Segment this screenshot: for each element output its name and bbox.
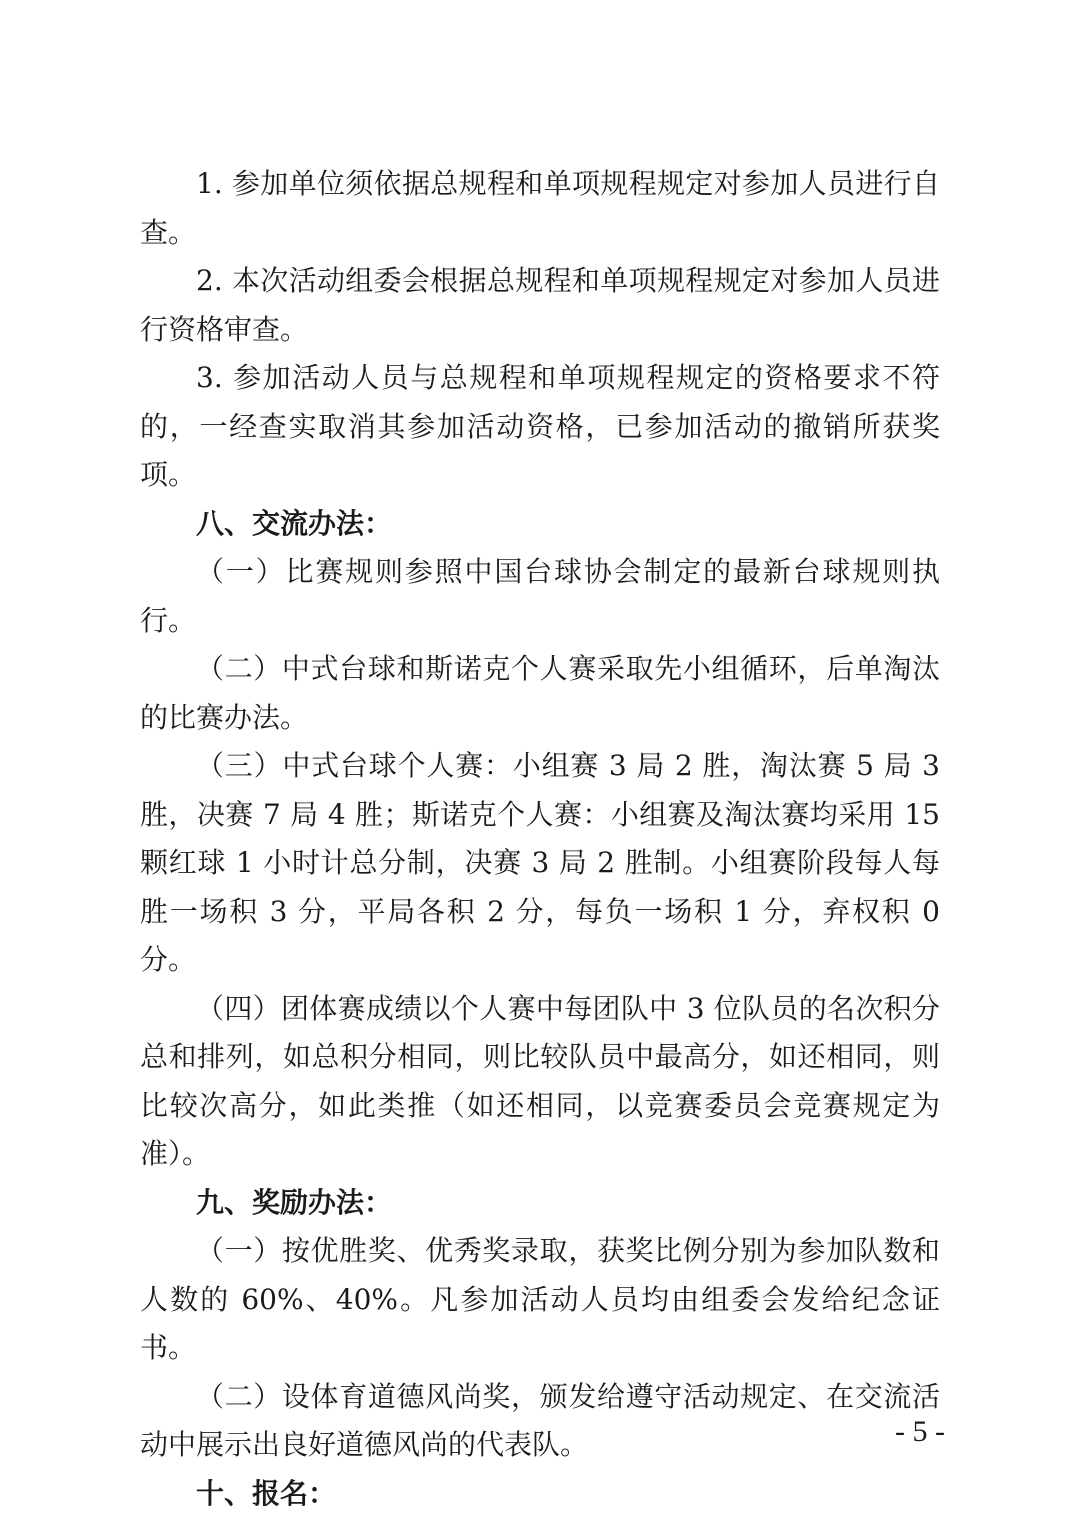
- exchange-rule-3: （三）中式台球个人赛：小组赛 3 局 2 胜，淘汰赛 5 局 3 胜，决赛 7 局 4 胜；斯诺克个人赛：小组赛及淘汰赛均采用 15 颗红球 1 小时计总分制，决赛 3 局 2 胜制。小组赛阶段每人每胜一场积 3 分，平局各积 2 分，每负一场积 1 分，弃权积 0 分。: [140, 749, 940, 976]
- exchange-rule-1: （一）比赛规则参照中国台球协会制定的最新台球规则执行。: [140, 555, 940, 637]
- section-heading-registration: 十、报名：: [196, 1476, 337, 1510]
- award-rule-2: （二）设体育道德风尚奖，颁发给遵守活动规定、在交流活动中展示出良好道德风尚的代表队。: [140, 1379, 940, 1461]
- section-heading-exchange-method: 八、交流办法：: [196, 506, 393, 540]
- award-rule-1: （一）按优胜奖、优秀奖录取，获奖比例分别为参加队数和人数的 60%、40%。凡参加活动人员均由组委会发给纪念证书。: [140, 1234, 940, 1364]
- qualification-item-1: 1. 参加单位须依据总规程和单项规程规定对参加人员进行自查。: [140, 167, 940, 249]
- document-body: [140, 160, 940, 1518]
- exchange-rule-2: （二）中式台球和斯诺克个人赛采取先小组循环，后单淘汰的比赛办法。: [140, 652, 940, 734]
- section-heading-awards: 九、奖励办法：: [196, 1185, 393, 1219]
- qualification-item-3: 3. 参加活动人员与总规程和单项规程规定的资格要求不符的，一经查实取消其参加活动资格，已参加活动的撤销所获奖项。: [140, 361, 940, 491]
- qualification-item-2: 2. 本次活动组委会根据总规程和单项规程规定对参加人员进行资格审查。: [140, 264, 940, 346]
- page-number: - 5 -: [895, 1415, 945, 1448]
- exchange-rule-4: （四）团体赛成绩以个人赛中每团队中 3 位队员的名次积分总和排列，如总积分相同，则比较队员中最高分，如还相同，则比较次高分，如此类推（如还相同，以竞赛委员会竞赛规定为准）。: [140, 991, 940, 1170]
